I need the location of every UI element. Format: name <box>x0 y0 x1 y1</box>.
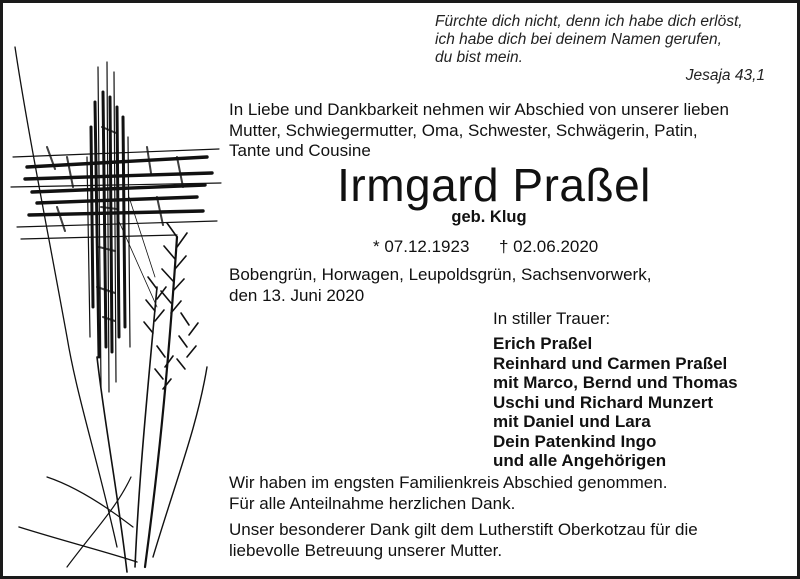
thanks-line: liebevolle Betreuung unserer Mutter. <box>229 540 503 560</box>
mourner-name: und alle Angehörigen <box>493 451 667 470</box>
closing-line: Für alle Anteilnahme herzlichen Dank. <box>229 493 516 513</box>
verse-reference: Jesaja 43,1 <box>685 67 765 84</box>
place-line: Bobengrün, Horwagen, Leupoldsgrün, Sachsenvorwerk, <box>229 265 652 284</box>
birth-date: * 07.12.1923 <box>373 237 470 256</box>
intro-line: Mutter, Schwiegermutter, Oma, Schwester, Schwägerin, Patin, <box>229 120 698 140</box>
mourner-name: mit Marco, Bernd und Thomas <box>493 373 738 392</box>
mourner-name: mit Daniel und Lara <box>493 412 651 431</box>
mourners-label: In stiller Trauer: <box>493 309 611 328</box>
verse-line: Fürchte dich nicht, denn ich habe dich erlöst, <box>435 13 743 30</box>
intro-text <box>229 100 789 162</box>
verse-line: ich habe dich bei deinem Namen gerufen, <box>435 31 722 48</box>
cross-icon <box>11 62 221 392</box>
intro-line: In Liebe und Dankbarkeit nehmen wir Abschied von unserer lieben <box>229 100 729 119</box>
mourner-name: Erich Praßel <box>493 334 593 353</box>
closing-line: Wir haben im engsten Familienkreis Abschied genommen. <box>229 473 668 492</box>
special-thanks <box>229 520 789 561</box>
thanks-line: Unser besonderer Dank gilt dem Lutherstift Oberkotzau für die <box>229 520 698 539</box>
mourner-name: Reinhard und Carmen Praßel <box>493 353 728 373</box>
mourner-name: Uschi und Richard Munzert <box>493 392 714 412</box>
mourners-list <box>493 334 793 471</box>
cross-wheat-illustration <box>7 7 222 577</box>
death-date: † 02.06.2020 <box>499 237 599 256</box>
date-line: den 13. Juni 2020 <box>229 285 365 305</box>
mourner-name: Dein Patenkind Ingo <box>493 431 657 451</box>
intro-line: Tante und Cousine <box>229 141 371 160</box>
place-and-date <box>229 265 789 306</box>
bible-verse <box>435 13 765 85</box>
deceased-name: Irmgard Praßel <box>337 159 651 211</box>
closing-text <box>229 473 789 514</box>
maiden-name: geb. Klug <box>451 208 527 226</box>
verse-line: du bist mein. <box>435 49 523 66</box>
